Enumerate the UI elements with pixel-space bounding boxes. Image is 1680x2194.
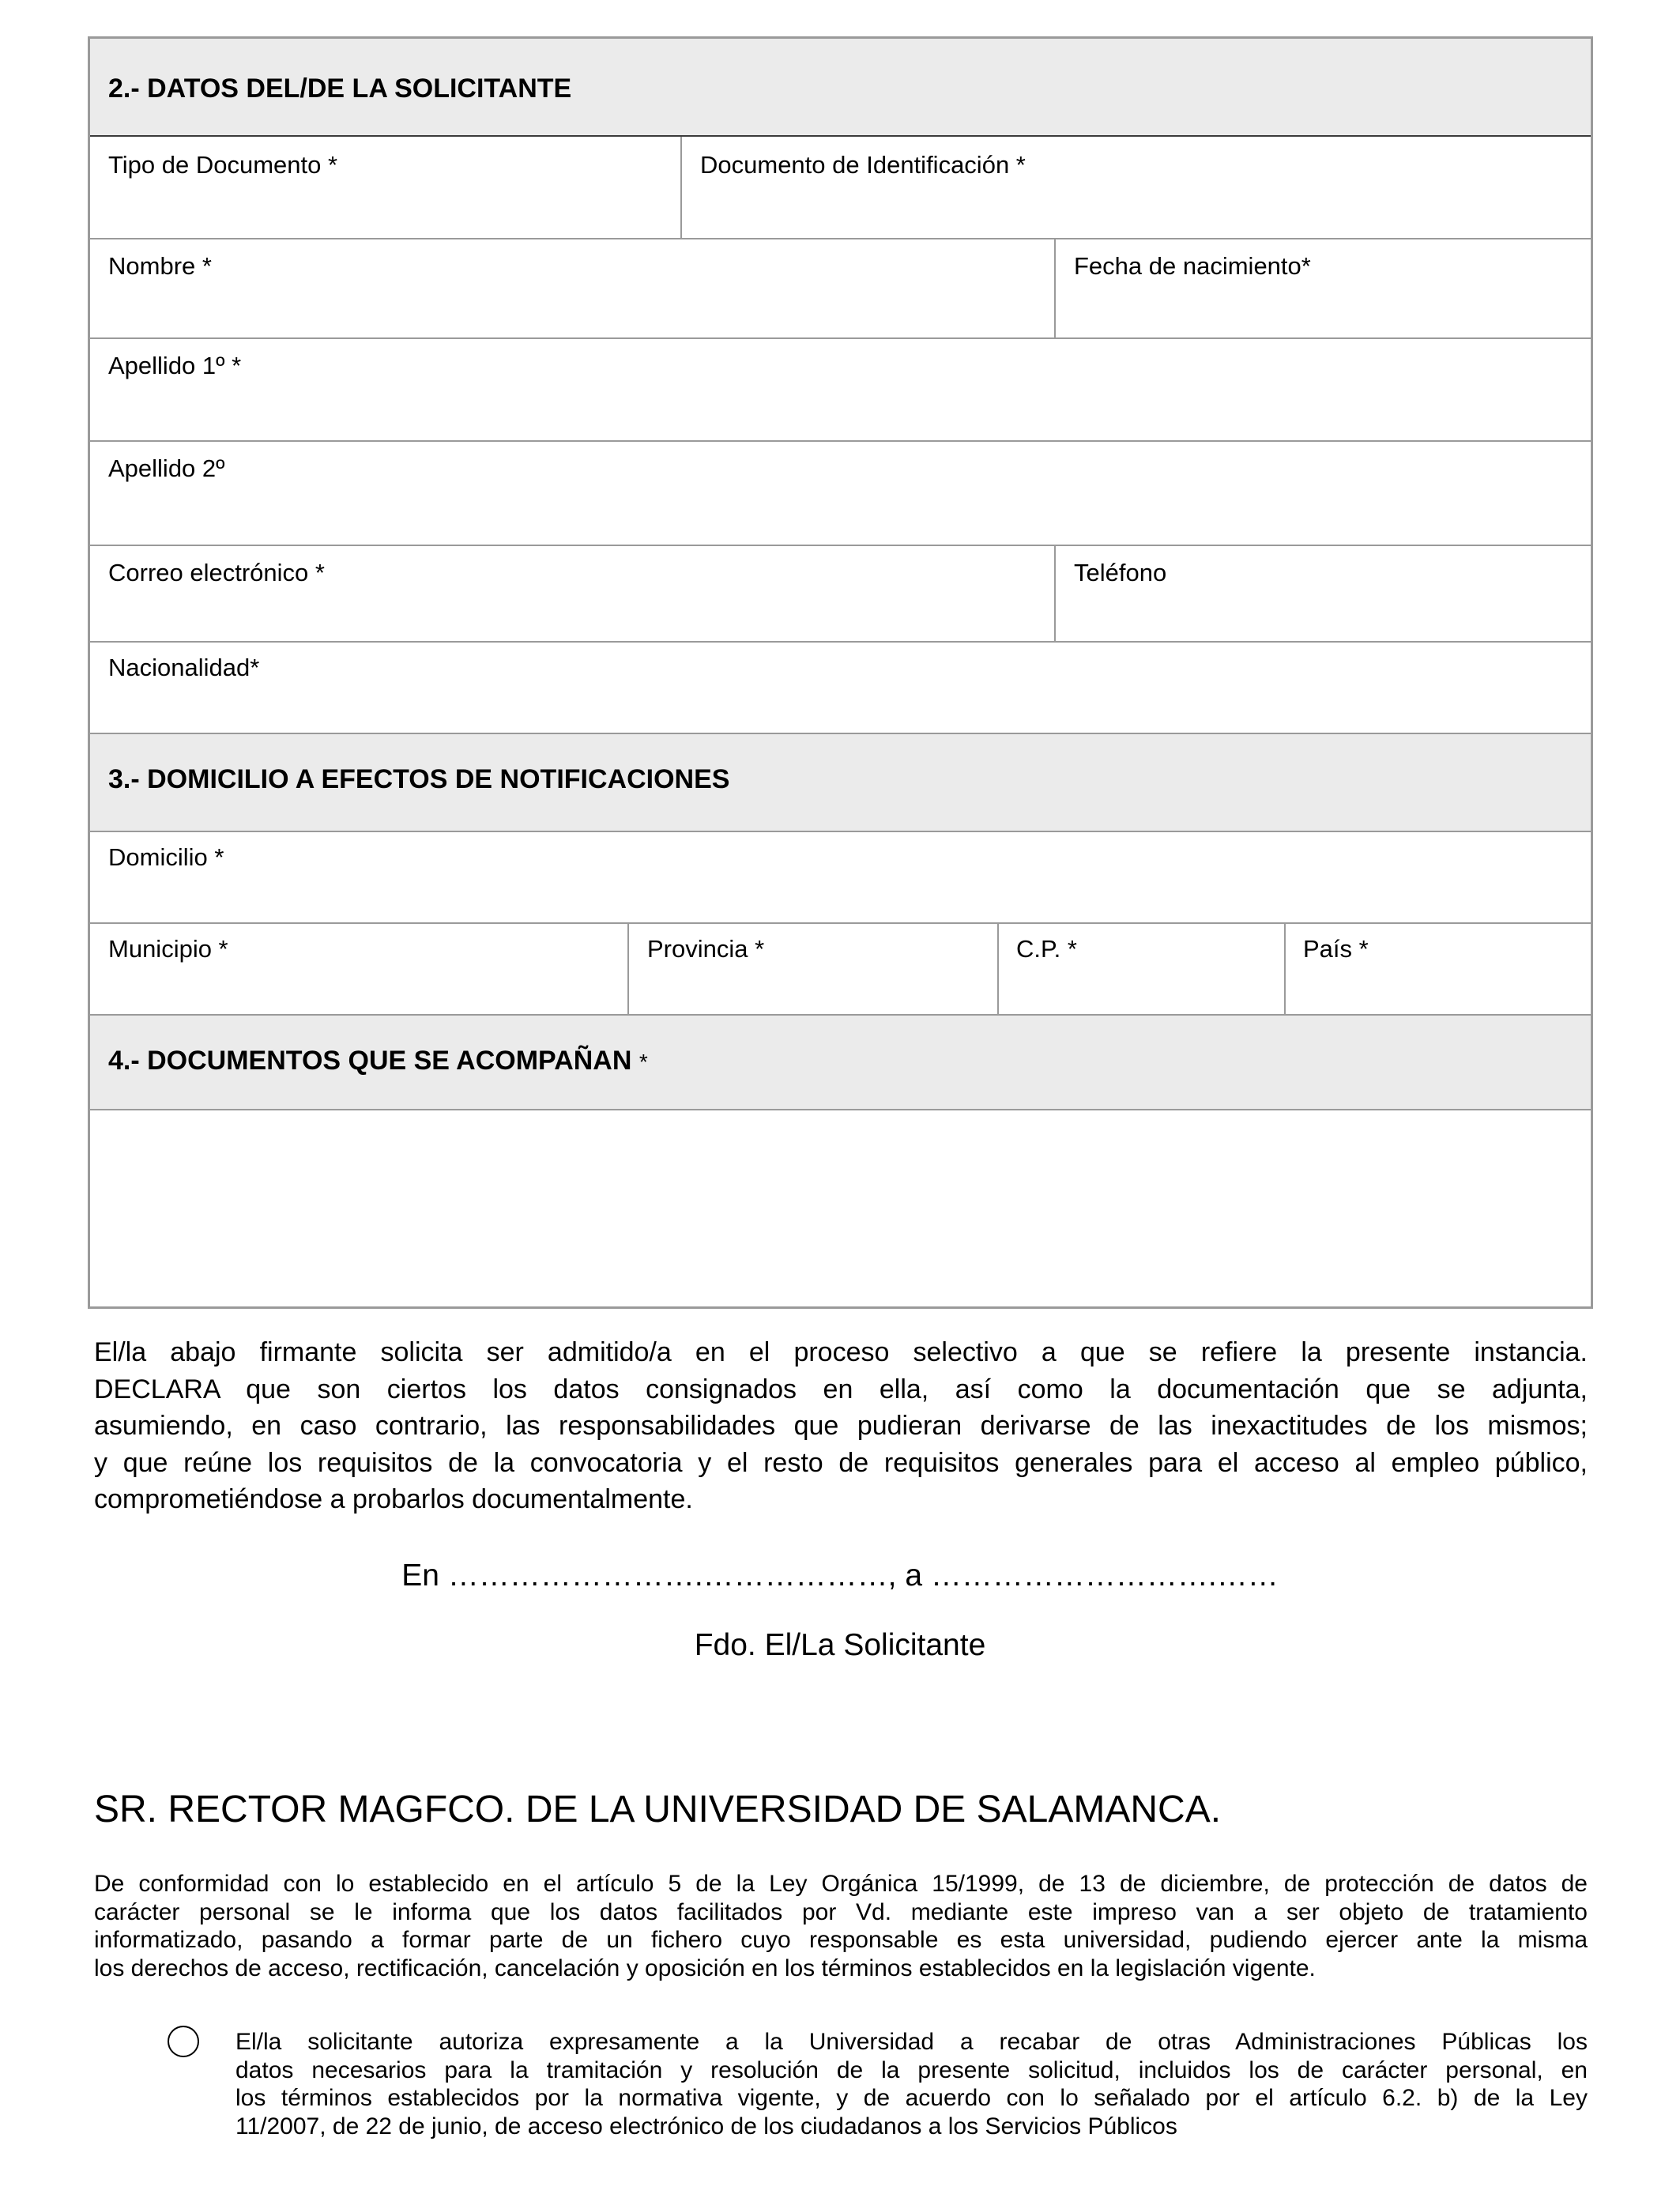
row-document (90, 137, 1591, 238)
documents-textarea[interactable] (90, 1110, 1591, 1306)
authorization-text: El/la solicitante autoriza expresamente a la Universidad a recabar de otras Administraciones Públicas los datos necesarios para la tramitación y resolución de la presente solicitud, incluidos los de carácter personal, en los términos establecidos por la normativa vigente, y de acuerdo con lo señalado por el artículo 6.2. b) de la Ley 11/2007, de 22 de junio, de acceso electrónico de los ciudadanos a los Servicios Públicos (235, 2029, 1588, 2139)
section-4-title: 4.- DOCUMENTOS QUE SE ACOMPAÑAN * (108, 1046, 648, 1076)
telefono-field[interactable]: Teléfono (1074, 559, 1167, 586)
municipio-field[interactable]: Municipio * (108, 935, 228, 963)
privacy-notice: De conformidad con lo establecido en el artículo 5 de la Ley Orgánica 15/1999, de 13 de diciembre, de protección de datos de carácter personal se le informa que los datos facilitados por Vd. mediante este impreso van a ser objeto de tratamiento informatizado, pasando a formar parte de un fichero cuyo responsable es esta universidad, pudiendo ejercer ante la misma los derechos de acceso, rectificación, cancelación y oposición en los términos establecidos en la legislación vigente. (94, 1871, 1588, 1981)
row-name (90, 239, 1591, 337)
nombre-field[interactable]: Nombre * (108, 252, 212, 280)
correo-field[interactable]: Correo electrónico * (108, 559, 325, 586)
domicilio-field[interactable]: Domicilio * (108, 843, 224, 871)
documento-identificacion-field[interactable]: Documento de Identificación * (700, 151, 1026, 179)
row-apellido1 (90, 339, 1591, 440)
recipient-heading: SR. RECTOR MAGFCO. DE LA UNIVERSIDAD DE SALAMANCA. (94, 1789, 1222, 1830)
row-apellido2 (90, 442, 1591, 545)
section-3-title: 3.- DOMICILIO A EFECTOS DE NOTIFICACIONES (108, 764, 730, 794)
fecha-nacimiento-field[interactable]: Fecha de nacimiento* (1074, 252, 1311, 280)
apellido2-field[interactable]: Apellido 2º (108, 454, 225, 482)
row-address (90, 924, 1591, 1014)
provincia-field[interactable]: Provincia * (647, 935, 765, 963)
row-domicilio (90, 832, 1591, 922)
nacionalidad-field[interactable]: Nacionalidad* (108, 654, 260, 681)
place-date-line: En …………………….………………, a ……………………….…… (401, 1559, 1279, 1593)
authorization-radio[interactable] (168, 2026, 199, 2057)
row-contact (90, 546, 1591, 641)
signature-label: Fdo. El/La Solicitante (694, 1628, 986, 1662)
section-3-header (90, 734, 1591, 831)
row-nacionalidad (90, 643, 1591, 733)
section-2-title: 2.- DATOS DEL/DE LA SOLICITANTE (108, 74, 572, 104)
apellido1-field[interactable]: Apellido 1º * (108, 352, 242, 379)
pais-field[interactable]: País * (1303, 935, 1369, 963)
tipo-documento-field[interactable]: Tipo de Documento * (108, 151, 338, 179)
cp-field[interactable]: C.P. * (1016, 935, 1077, 963)
declaration-text: El/la abajo firmante solicita ser admitido/a en el proceso selectivo a que se refiere la presente instancia. DECLARA que son ciertos los datos consignados en ella, así como la documentación que se adjunta, asumiendo, en caso contrario, las responsabilidades que pudieran derivarse de las inexactitudes de los mismos; y que reúne los requisitos de la convocatoria y el resto de requisitos generales para el acceso al empleo público, comprometiéndose a probarlos documentalmente. (94, 1337, 1588, 1514)
section-4-header (90, 1016, 1591, 1109)
section-2-header (90, 39, 1591, 135)
application-form (88, 36, 1593, 1309)
